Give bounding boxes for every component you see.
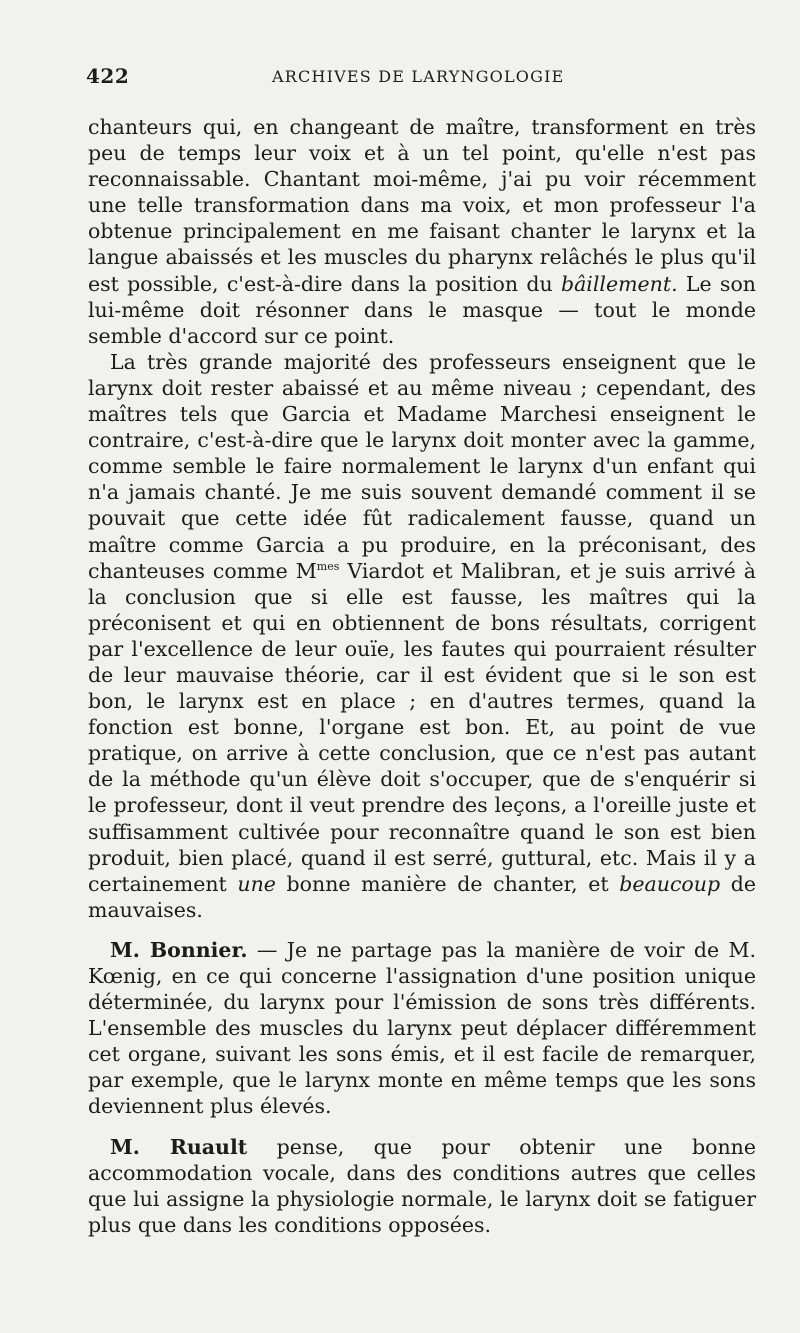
paragraph-2-emphasis-2: beaucoup	[619, 871, 721, 896]
paragraph-1-emphasis: bâillement.	[560, 271, 678, 296]
paragraph-2-part-2: Viardot et Malibran, et je suis arrivé à la conclusion que si elle est fausse, les maîtres qui la préconisent et qui en obtiennent de bons résultats, corrigent par l'excellence de leur ouïe, les fautes qui pourraient résulter de leur mauvaise théorie, car il est évident que si le son est bon, le larynx est en place ; en d'autres termes, quand la fonction est bonne, l'organe est bon. Et, au point de vue pratique, on arrive à cette conclusion, que ce n'est pas autant de la méthode qu'un élève doit s'occuper, que de s'enquérir si le professeur, dont il veut prendre des leçons, a l'oreille juste et suffisamment cultivée pour reconnaître quand le son est bien produit, bien placé, quand il est serré, guttural, etc. Mais il y a certainement	[88, 558, 756, 896]
running-title: ARCHIVES DE LARYNGOLOGIE	[272, 67, 565, 86]
paragraph-2-part-3: bonne manière de chanter, et	[275, 871, 620, 896]
paragraph-2-superscript: mes	[316, 559, 340, 573]
body-text	[88, 114, 756, 1238]
paragraph-2	[88, 349, 756, 923]
paragraph-2-part-4: de mauvaises.	[88, 871, 756, 922]
paragraph-3-text: — Je ne partage pas la manière de voir de M. Kœnig, en ce qui concerne l'assignation d'une position unique déterminée, du larynx pour l'émission de sons très différents. L'ensemble des muscles du larynx peut déplacer différemment cet organe, suivant les sons émis, et il est facile de remarquer, par exemple, que le larynx monte en même temps que les sons deviennent plus élevés.	[88, 937, 756, 1119]
paragraph-2-part-1: La très grande majorité des professeurs enseignent que le larynx doit rester abaissé et au même niveau ; cependant, des maîtres tels que Garcia et Madame Marchesi enseignent le contraire, c'est-à-dire que le larynx doit monter avec la gamme, comme semble le faire normalement le larynx d'un enfant qui n'a jamais chanté. Je me suis souvent demandé comment il se pouvait que cette idée fût radicalement fausse, quand un maître comme Garcia a pu produire, en la préconisant, des chanteuses comme M	[88, 349, 756, 583]
speaker-ruault: M. Ruault	[110, 1134, 248, 1159]
page-number: 422	[86, 64, 130, 88]
speaker-bonnier: M. Bonnier.	[110, 937, 248, 962]
paragraph-2-emphasis-1: une	[237, 871, 276, 896]
paragraph-3	[88, 937, 756, 1120]
page-header	[86, 64, 756, 90]
paragraph-1-tail: Le son lui-même doit résonner dans le masque — tout le monde semble d'accord sur ce point.	[88, 271, 757, 348]
paragraph-4-text: pense, que pour obtenir une bonne accommodation vocale, dans des conditions autres que celles que lui assigne la physiologie normale, le larynx doit se fatiguer plus que dans les conditions opposées.	[88, 1134, 756, 1237]
paragraph-1-text: chanteurs qui, en changeant de maître, transforment en très peu de temps leur voix et à un tel point, qu'elle n'est pas reconnaissable. Chantant moi-même, j'ai pu voir récemment une telle transformation dans ma voix, et mon professeur l'a obtenue principalement en me faisant chanter le larynx et la langue abaissés et les muscles du pharynx relâchés le plus qu'il est possible, c'est-à-dire dans la position du	[88, 115, 756, 296]
paragraph-continuation	[88, 114, 756, 349]
paragraph-4	[88, 1134, 756, 1238]
